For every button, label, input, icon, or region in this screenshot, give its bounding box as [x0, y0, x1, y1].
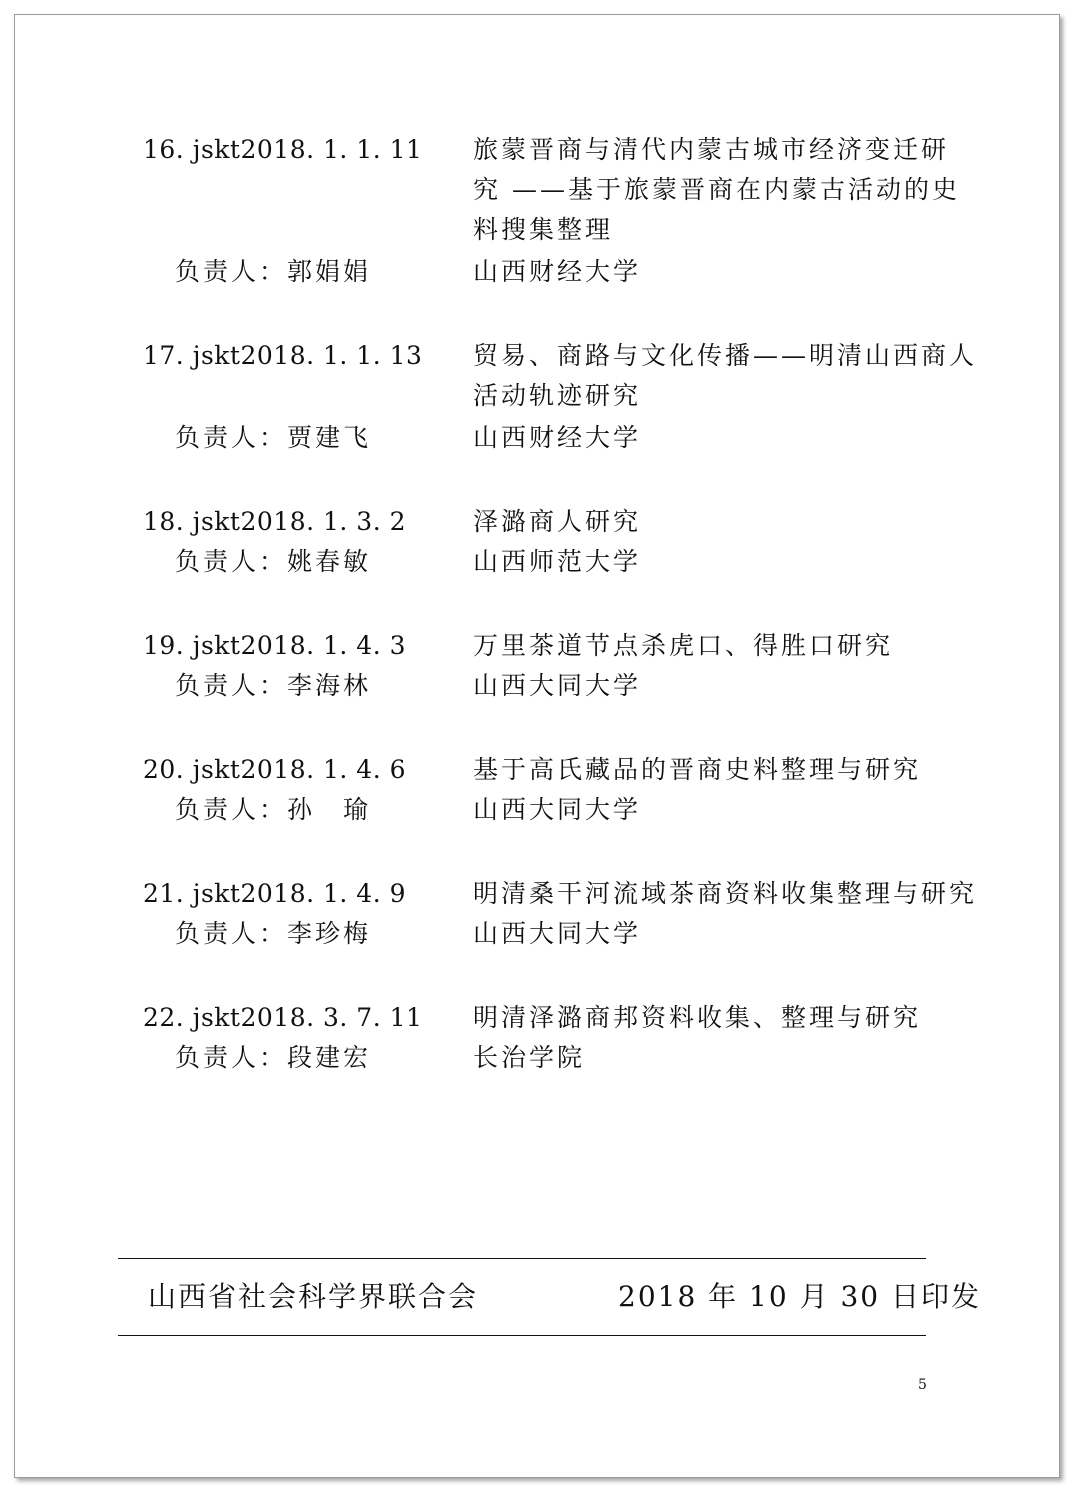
project-title-line: 万里茶道节点杀虎口、得胜口研究 [473, 631, 894, 660]
project-institution: 山西师范大学 [473, 547, 642, 576]
project-institution: 山西财经大学 [473, 257, 642, 286]
project-title-line: 究 ——基于旅蒙晋商在内蒙古活动的史 [473, 175, 960, 204]
project-leader: 负责人：段建宏 [175, 1043, 372, 1072]
footer-issue-date: 2018 年 10 月 30 日印发 [618, 1280, 982, 1313]
project-leader: 负责人：姚春敏 [175, 547, 372, 576]
project-code: 17. jskt2018. 1. 1. 13 [143, 341, 423, 370]
project-leader: 负责人：贾建飞 [175, 423, 372, 452]
project-institution: 山西大同大学 [473, 795, 642, 824]
project-title [473, 998, 953, 1038]
project-title [473, 336, 978, 416]
project-code: 20. jskt2018. 1. 4. 6 [143, 755, 407, 784]
project-institution: 长治学院 [473, 1043, 586, 1072]
project-leader: 负责人：李海林 [175, 671, 372, 700]
project-institution: 山西大同大学 [473, 919, 642, 948]
project-title-line: 基于高氏藏品的晋商史料整理与研究 [473, 755, 922, 784]
footer-bottom-rule [118, 1335, 926, 1336]
project-title-line: 明清桑干河流域茶商资料收集整理与研究 [473, 879, 978, 908]
project-leader: 负责人：李珍梅 [175, 919, 372, 948]
footer-issuer: 山西省社会科学界联合会 [148, 1280, 479, 1313]
project-title-line: 活动轨迹研究 [473, 381, 642, 410]
project-title [473, 874, 978, 914]
project-title-line: 料搜集整理 [473, 215, 614, 244]
project-title [473, 130, 960, 250]
project-leader: 负责人：郭娟娟 [175, 257, 372, 286]
project-title-line: 明清泽潞商邦资料收集、整理与研究 [473, 1003, 922, 1032]
footer-top-rule [118, 1258, 926, 1259]
project-title-line: 泽潞商人研究 [473, 507, 642, 536]
project-institution: 山西大同大学 [473, 671, 642, 700]
project-code: 21. jskt2018. 1. 4. 9 [143, 879, 407, 908]
page-number: 5 [918, 1377, 927, 1393]
project-code: 16. jskt2018. 1. 1. 11 [143, 135, 423, 164]
project-title-line: 贸易、商路与文化传播——明清山西商人 [473, 341, 978, 370]
project-code: 18. jskt2018. 1. 3. 2 [143, 507, 407, 536]
project-title [473, 502, 953, 542]
project-leader: 负责人：孙 瑜 [175, 795, 372, 824]
project-title [473, 626, 953, 666]
project-institution: 山西财经大学 [473, 423, 642, 452]
project-title-line: 旅蒙晋商与清代内蒙古城市经济变迁研 [473, 135, 950, 164]
project-code: 19. jskt2018. 1. 4. 3 [143, 631, 407, 660]
project-code: 22. jskt2018. 3. 7. 11 [143, 1003, 423, 1032]
project-title [473, 750, 953, 790]
